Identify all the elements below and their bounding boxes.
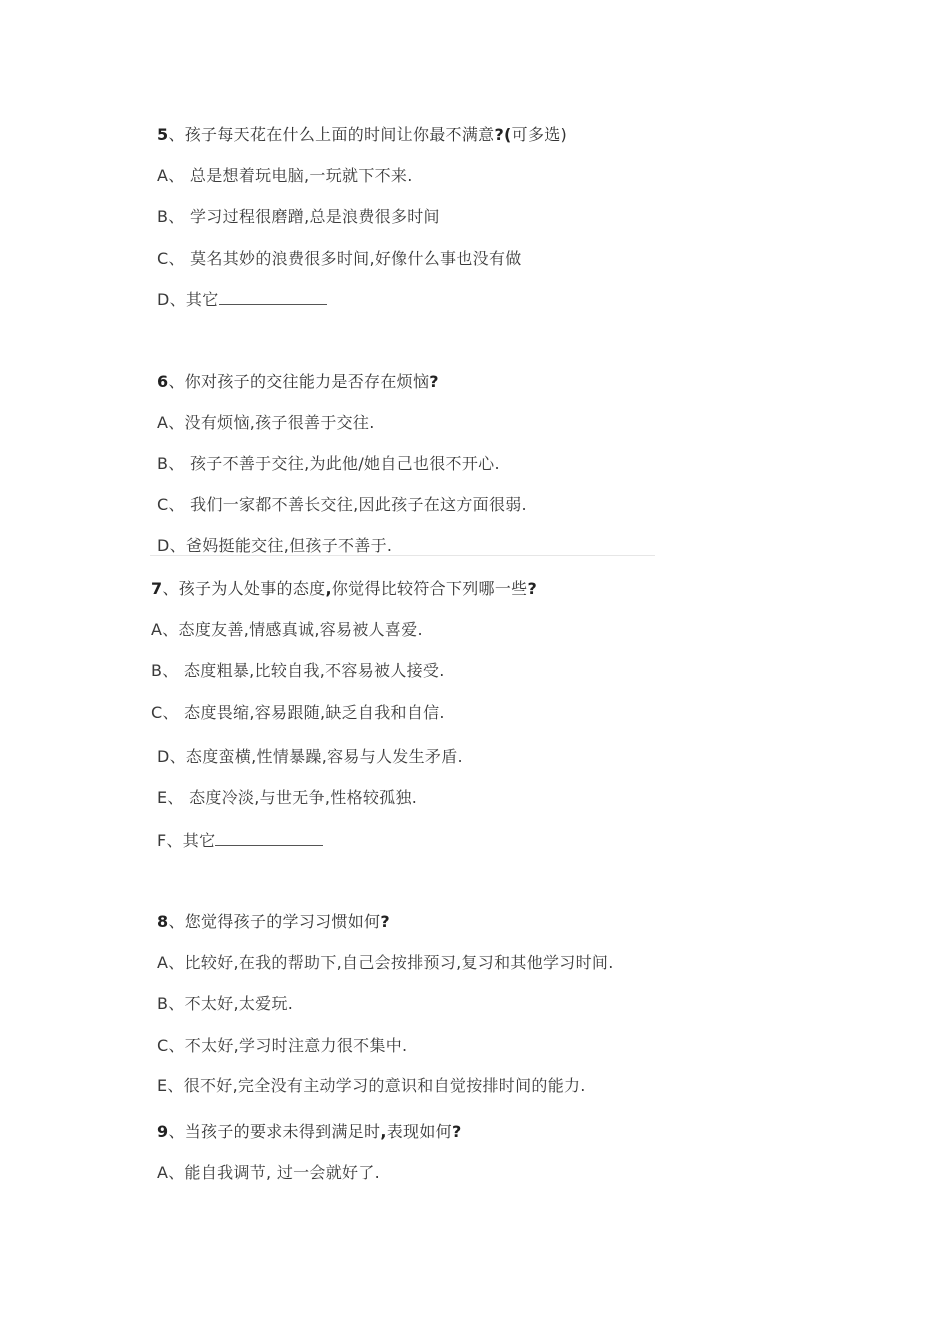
question-7-text: 、孩子为人处事的态度 [162,579,326,598]
question-8-number: 8 [157,912,169,931]
question-5-option-c: C、 莫名其妙的浪费很多时间,好像什么事也没有做 [157,249,522,268]
question-7-option-f: F、其它 [157,831,216,850]
question-8-option-b: B、不太好,太爱玩. [157,994,294,1013]
question-9-text-2: 表现如何 [386,1122,452,1141]
question-7-option-f-line [157,829,323,852]
question-8-option-a: A、比较好,在我的帮助下,自己会按排预习,复习和其他学习时间. [157,953,614,972]
question-8-option-e: E、很不好,完全没有主动学习的意识和自觉按排时间的能力. [157,1076,586,1095]
question-8-option-c: C、不太好,学习时注意力很不集中. [157,1036,408,1055]
question-7-option-e: E、 态度冷淡,与世无争,性格较孤独. [157,788,418,807]
question-7-number: 7 [151,579,163,598]
question-7-mark: ? [527,579,538,598]
question-8-mark: ? [380,912,390,931]
question-6-number: 6 [157,372,169,391]
question-7-fill-blank[interactable] [215,829,323,846]
question-6-text: 、你对孩子的交往能力是否存在烦恼 [168,372,430,391]
question-6-title [157,371,439,393]
question-5-title [157,124,567,146]
question-7-option-c: C、 态度畏缩,容易跟随,缺乏自我和自信. [151,703,445,722]
question-7-option-a: A、态度友善,情感真诚,容易被人喜爱. [151,620,423,639]
question-5-tail: 可多选) [511,125,568,144]
question-9-comma: , [380,1122,387,1141]
question-6-option-c: C、 我们一家都不善长交往,因此孩子在这方面很弱. [157,495,527,514]
question-7-option-b: B、 态度粗暴,比较自我,不容易被人接受. [151,661,445,680]
question-7-text-2: 你觉得比较符合下列哪一些 [331,579,528,598]
section-divider [150,555,655,556]
question-7-comma: , [325,579,332,598]
question-6-option-d: D、爸妈挺能交往,但孩子不善于. [157,536,393,555]
question-6-option-b: B、 孩子不善于交往,为此他/她自己也很不开心. [157,454,500,473]
question-6-option-a: A、没有烦恼,孩子很善于交往. [157,413,375,432]
question-5-mark: ?( [494,125,512,144]
question-9-title [157,1121,462,1143]
question-8-title [157,911,390,933]
question-9-mark: ? [451,1122,462,1141]
question-9-text: 、当孩子的要求未得到满足时 [168,1122,381,1141]
question-5-text: 、孩子每天花在什么上面的时间让你最不满意 [168,125,495,144]
question-9-option-a: A、能自我调节, 过一会就好了. [157,1163,381,1182]
question-7-option-d: D、态度蛮横,性情暴躁,容易与人发生矛盾. [157,747,463,766]
question-8-text: 、您觉得孩子的学习习惯如何 [168,912,381,931]
question-7-title [151,578,537,600]
question-5-option-d: D、其它 [157,290,219,309]
question-6-mark: ? [429,372,439,391]
question-5-option-b: B、 学习过程很磨蹭,总是浪费很多时间 [157,207,440,226]
question-5-option-d-line [157,288,327,311]
question-5-fill-blank[interactable] [219,288,327,305]
question-5-number: 5 [157,125,169,144]
question-9-number: 9 [157,1122,169,1141]
question-5-option-a: A、 总是想着玩电脑,一玩就下不来. [157,166,413,185]
